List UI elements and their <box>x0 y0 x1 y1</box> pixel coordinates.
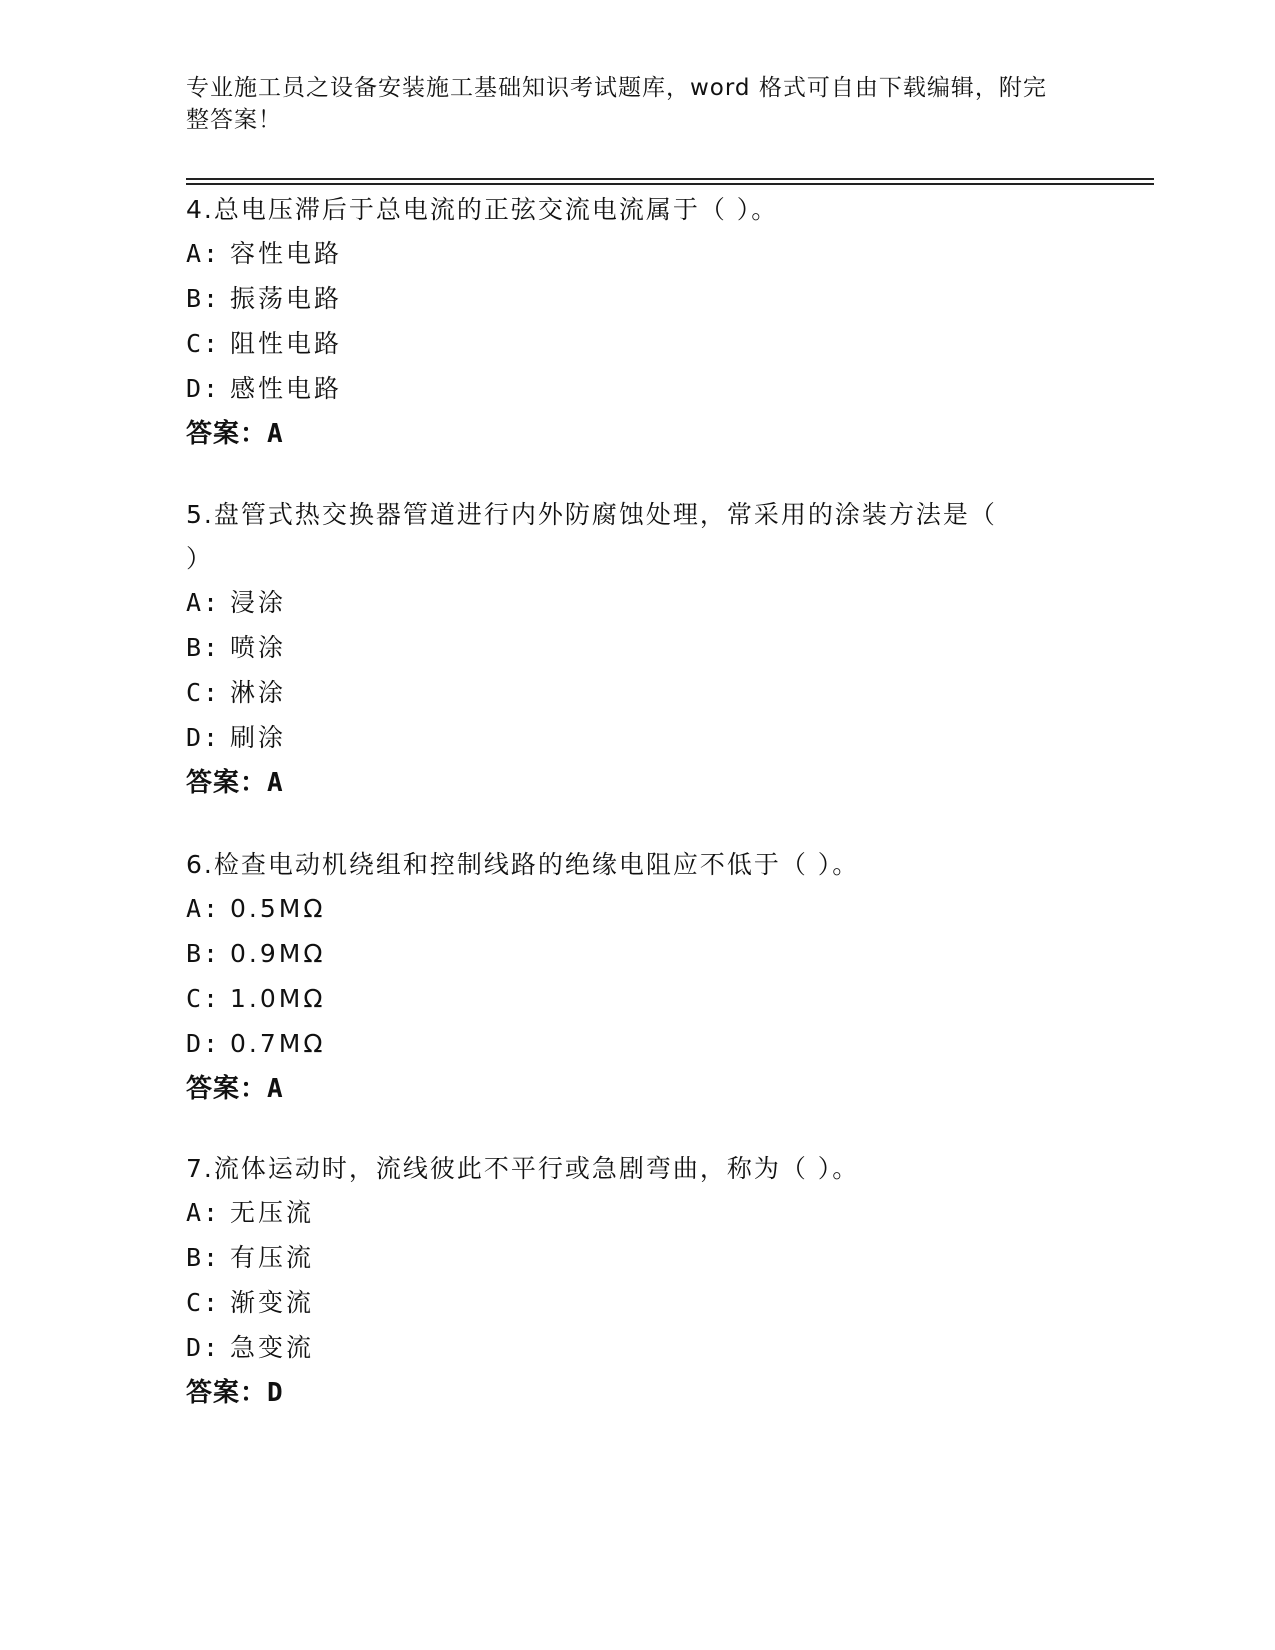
answer-line <box>186 412 1086 457</box>
question-7 <box>186 1147 1086 1416</box>
option-text: 感性电路 <box>230 374 343 403</box>
question-4 <box>186 188 1086 457</box>
option-letter: B: <box>186 633 221 662</box>
option-a <box>186 581 1086 626</box>
option-text: 刷涂 <box>230 723 287 752</box>
option-text: 渐变流 <box>230 1288 315 1317</box>
answer-value: D <box>267 1378 284 1408</box>
option-letter: B: <box>186 1243 221 1272</box>
option-b <box>186 932 1086 977</box>
option-c <box>186 322 1086 367</box>
answer-label: 答案： <box>186 419 268 449</box>
question-5 <box>186 493 1086 806</box>
option-text: 振荡电路 <box>230 284 343 313</box>
answer-label: 答案： <box>186 1378 268 1408</box>
option-text: 浸涂 <box>230 588 287 617</box>
option-b <box>186 1236 1086 1281</box>
option-text: 阻性电路 <box>230 329 343 358</box>
option-letter: B: <box>186 939 221 968</box>
option-c <box>186 671 1086 716</box>
header-rule-top <box>186 178 1154 180</box>
option-a <box>186 232 1086 277</box>
header-line-1: 专业施工员之设备安装施工基础知识考试题库，word 格式可自由下载编辑，附完 <box>186 75 1047 101</box>
answer-label: 答案： <box>186 1074 268 1104</box>
option-d <box>186 1326 1086 1371</box>
option-a <box>186 1191 1086 1236</box>
question-stem: 6.检查电动机绕组和控制线路的绝缘电阻应不低于（ ）。 <box>186 850 860 879</box>
option-d <box>186 1022 1086 1067</box>
option-d <box>186 367 1086 412</box>
option-text: 无压流 <box>230 1198 315 1227</box>
question-6 <box>186 843 1086 1112</box>
question-stem: 5.盘管式热交换器管道进行内外防腐蚀处理，常采用的涂装方法是（ ） <box>186 500 997 573</box>
option-letter: B: <box>186 284 221 313</box>
header-line-2: 整答案！ <box>186 107 282 133</box>
answer-line <box>186 1371 1086 1416</box>
option-text: 0.9MΩ <box>230 939 326 968</box>
option-text: 有压流 <box>230 1243 315 1272</box>
option-letter: D: <box>186 723 221 752</box>
option-text: 淋涂 <box>230 678 287 707</box>
option-b <box>186 626 1086 671</box>
option-text: 容性电路 <box>230 239 343 268</box>
answer-line <box>186 761 1086 806</box>
option-d <box>186 716 1086 761</box>
answer-line <box>186 1067 1086 1112</box>
question-stem: 4.总电压滞后于总电流的正弦交流电流属于（ ）。 <box>186 195 779 224</box>
option-text: 急变流 <box>230 1333 315 1362</box>
option-text: 0.7MΩ <box>230 1029 326 1058</box>
document-header <box>186 72 1066 136</box>
answer-value: A <box>267 1074 284 1104</box>
option-letter: A: <box>186 894 221 923</box>
option-text: 0.5MΩ <box>230 894 326 923</box>
option-c <box>186 1281 1086 1326</box>
answer-label: 答案： <box>186 768 268 798</box>
option-text: 1.0MΩ <box>230 984 326 1013</box>
option-letter: D: <box>186 1333 221 1362</box>
option-letter: D: <box>186 374 221 403</box>
option-c <box>186 977 1086 1022</box>
header-rule-bottom <box>186 183 1154 185</box>
option-letter: A: <box>186 588 221 617</box>
option-letter: C: <box>186 1288 221 1317</box>
option-letter: A: <box>186 1198 221 1227</box>
option-letter: D: <box>186 1029 221 1058</box>
option-a <box>186 887 1086 932</box>
answer-value: A <box>267 419 284 449</box>
answer-value: A <box>267 768 284 798</box>
option-letter: C: <box>186 678 221 707</box>
option-letter: A: <box>186 239 221 268</box>
option-letter: C: <box>186 984 221 1013</box>
question-stem: 7.流体运动时，流线彼此不平行或急剧弯曲，称为（ ）。 <box>186 1154 860 1183</box>
option-text: 喷涂 <box>230 633 287 662</box>
option-b <box>186 277 1086 322</box>
option-letter: C: <box>186 329 221 358</box>
